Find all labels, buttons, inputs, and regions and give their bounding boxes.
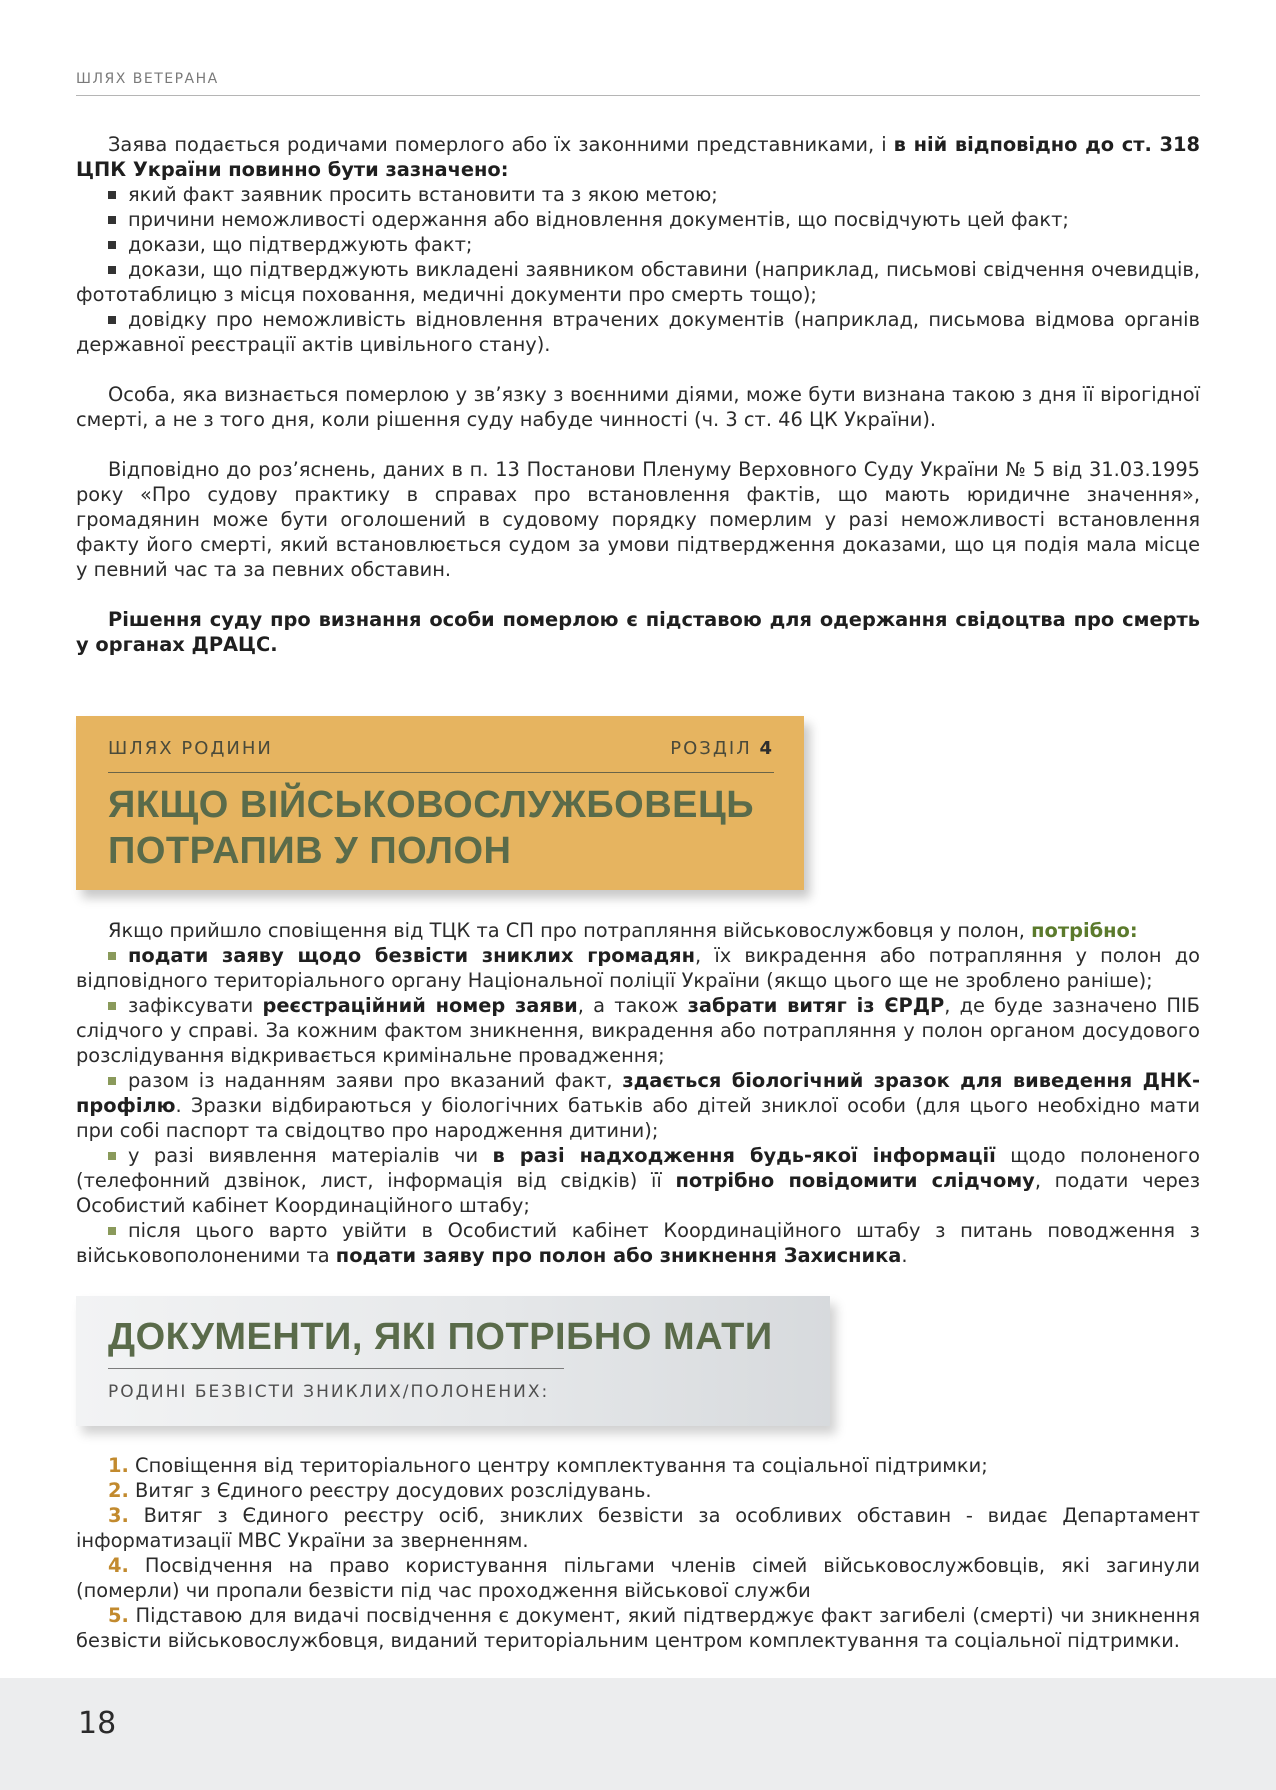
- square-bullet-icon: [108, 216, 116, 224]
- list-item: докази, що підтверджують факт;: [76, 232, 1200, 257]
- square-bullet-icon: [108, 1152, 116, 1160]
- header-rule: [76, 95, 1200, 96]
- banner-title: ДОКУМЕНТИ, ЯКІ ПОТРІБНО МАТИ: [108, 1316, 773, 1358]
- list-item: 2. Витяг з Єдиного реєстру досудових розслідувань.: [108, 1479, 652, 1502]
- banner-subtitle: РОДИНІ БЕЗВІСТИ ЗНИКЛИХ/ПОЛОНЕНИХ:: [108, 1382, 550, 1402]
- banner-eyebrow: ШЛЯХ РОДИНИ: [108, 738, 273, 759]
- paragraph-bold: Рішення суду про визнання особи померлою є підставою для одержання свідоцтва про смерть у органах ДРАЦС.: [76, 608, 1200, 656]
- square-bullet-icon: [108, 241, 116, 249]
- documents-list: [76, 1453, 1200, 1653]
- running-head: ШЛЯХ ВЕТЕРАНА: [76, 71, 219, 87]
- square-bullet-icon: [108, 266, 116, 274]
- list-item: у разі виявлення матеріалів чи в разі надходження будь-якої інформації щодо полоненого (телефонний дзвінок, лист, інформація від свідків) її потрібно повідомити слідчому, подати через Особистий кабінет Координаційного штабу;: [76, 1144, 1201, 1217]
- banner-rule: [108, 772, 774, 773]
- page-number: 18: [78, 1706, 117, 1741]
- section-banner: [76, 716, 804, 890]
- square-bullet-icon: [108, 952, 116, 960]
- list-item: 5. Підставою для видачі посвідчення є документ, який підтверджує факт загибелі (смерті) чи зникнення безвісти військовослужбовця, виданий територіальним центром комплектування та соціальної підтримки.: [76, 1604, 1200, 1652]
- list-item: подати заяву щодо безвісти зниклих громадян, їх викрадення або потрапляння у полон до відповідного територіального органу Національної поліції України (якщо цього ще не зроблено раніше);: [76, 944, 1200, 992]
- list-item: який факт заявник просить встановити та з якою метою;: [76, 182, 1200, 207]
- list-item: разом із наданням заяви про вказаний факт, здається біологічний зразок для виведення ДНК-профілю. Зразки відбираються у біологічних батьків або дітей зниклої особи (для цього необхідно мати при собі паспорт та свідоцтво про народження дитини);: [76, 1069, 1201, 1142]
- square-bullet-icon: [108, 1227, 116, 1235]
- section-label: РОЗДІЛ 4: [670, 738, 774, 759]
- square-bullet-icon: [108, 316, 116, 324]
- list-item: зафіксувати реєстраційний номер заяви, а також забрати витяг із ЄРДР, де буде зазначено ПІБ слідчого у справі. За кожним фактом зникнення, викрадення або потрапляння у полон органом досудового розслідування відкривається кримінальне провадження;: [76, 994, 1200, 1067]
- paragraph: Особа, яка визнається померлою у зв’язку з воєнними діями, може бути визнана такою з дня її вірогідної смерті, а не з того дня, коли рішення суду набуде чинності (ч. 3 ст. 46 ЦК України).: [76, 383, 1200, 431]
- list-item: після цього варто увійти в Особистий кабінет Координаційного штабу з питань поводження з військовополоненими та подати заяву про полон або зникнення Захисника.: [76, 1219, 1200, 1267]
- list-item: 3. Витяг з Єдиного реєстру осіб, зниклих безвісти за особливих обставин - видає Департамент інформатизації МВС України за зверненням.: [76, 1504, 1200, 1552]
- page-footer: [0, 1678, 1276, 1790]
- documents-banner: [76, 1296, 830, 1426]
- captivity-intro: Якщо прийшло сповіщення від ТЦК та СП про потрапляння військовослужбовця у полон, потрібно:: [108, 919, 1138, 942]
- square-bullet-icon: [108, 191, 116, 199]
- square-bullet-icon: [108, 1077, 116, 1085]
- banner-rule: [108, 1368, 564, 1369]
- banner-title: ЯКЩО ВІЙСЬКОВОСЛУЖБОВЕЦЬ ПОТРАПИВ У ПОЛОН: [108, 784, 755, 872]
- list-item: довідку про неможливість відновлення втрачених документів (наприклад, письмова відмова органів державної реєстрації актів цивільного стану).: [76, 308, 1200, 356]
- square-bullet-icon: [108, 1002, 116, 1010]
- paragraph: Відповідно до роз’яснень, даних в п. 13 Постанови Пленуму Верховного Суду України № 5 від 31.03.1995 року «Про судову практику в справах про встановлення фактів, що мають юридичне значення», громадянин може бути оголошений в судовому порядку померлим у разі неможливості встановлення факту його смерті, який встановлюється судом за умови підтвердження доказами, що ця подія мала місце у певний час та за певних обставин.: [76, 458, 1200, 581]
- application-intro: Заява подається родичами померлого або їх законними представниками, і в ній відповідно до ст. 318 ЦПК України повинно бути зазначено:: [76, 133, 1200, 181]
- list-item: 4. Посвідчення на право користування пільгами членів сімей військовослужбовців, які загинули (померли) чи пропали безвісти під час проходження військової служби: [76, 1554, 1200, 1602]
- list-item: докази, що підтверджують викладені заявником обставини (наприклад, письмові свідчення очевидців, фототаблицю з місця поховання, медичні документи про смерть тощо);: [76, 258, 1200, 306]
- captivity-steps-block: [76, 918, 1200, 1268]
- legal-requirements-block: [76, 132, 1200, 657]
- list-item: 1. Сповіщення від територіального центру комплектування та соціальної підтримки;: [108, 1454, 988, 1477]
- list-item: причини неможливості одержання або відновлення документів, що посвідчують цей факт;: [76, 207, 1200, 232]
